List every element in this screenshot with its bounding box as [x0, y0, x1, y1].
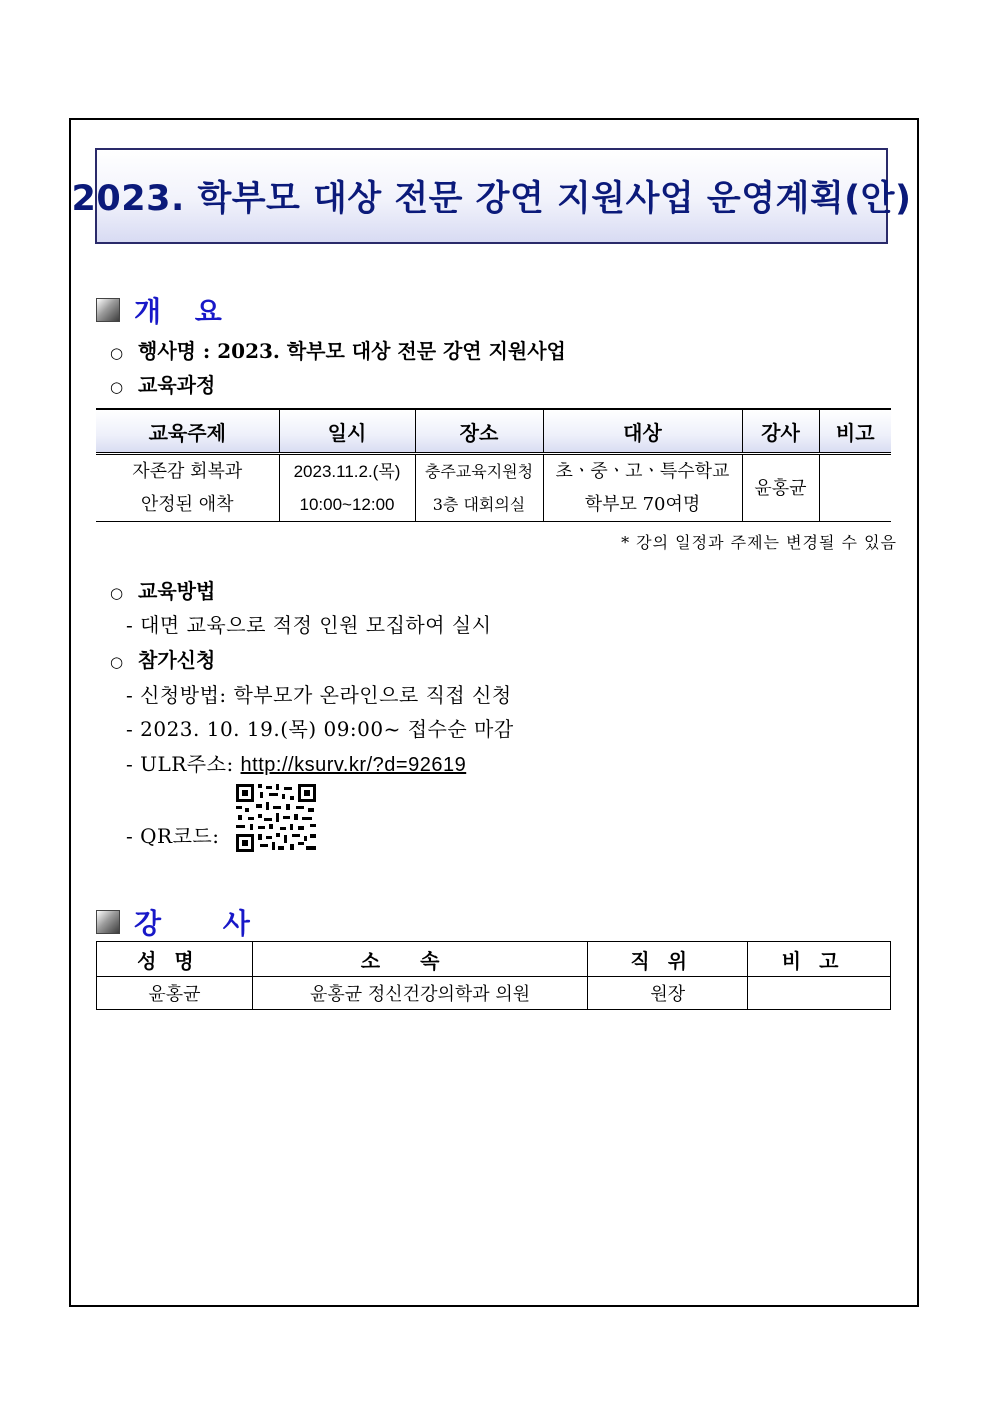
- header-note: 비고: [819, 409, 891, 454]
- course-table: [96, 408, 891, 522]
- cell-datetime: 2023.11.2.(목) 10:00~12:00: [279, 454, 415, 522]
- document-title: 2023. 학부모 대상 전문 강연 지원사업 운영계획(안): [71, 179, 912, 219]
- application-url-link[interactable]: http://ksurv.kr/?d=92619: [240, 754, 467, 776]
- table-row: [97, 977, 891, 1010]
- cell-lecturer: 윤홍균: [742, 454, 819, 522]
- circle-bullet-icon: ○: [110, 653, 124, 671]
- header-position: 직위: [588, 942, 748, 977]
- event-name-line: [110, 335, 566, 364]
- header-name: 성명: [97, 942, 253, 977]
- course-table-header-row: [96, 409, 891, 454]
- schedule-change-note: * 강의 일정과 주제는 변경될 수 있음: [621, 533, 897, 552]
- course-line: [110, 369, 215, 398]
- method-label: 교육방법: [138, 579, 216, 603]
- qr-label: - QR코드:: [126, 824, 220, 848]
- document-title-box: [71, 148, 912, 244]
- cell-topic: 자존감 회복과 안정된 애착: [96, 454, 279, 522]
- section-overview-title: 개 요: [134, 295, 234, 328]
- header-remark: 비고: [748, 942, 891, 977]
- circle-bullet-icon: ○: [110, 378, 124, 396]
- qr-code-icon[interactable]: [236, 784, 316, 852]
- header-datetime: 일시: [279, 409, 415, 454]
- cell-note: [819, 454, 891, 522]
- event-name-text: 행사명 : 2023. 학부모 대상 전문 강연 지원사업: [138, 339, 566, 363]
- header-affiliation: 소속: [252, 942, 588, 977]
- header-topic: 교육주제: [96, 409, 279, 454]
- cell-place: 충주교육지원청 3층 대회의실: [415, 454, 543, 522]
- cell-name: 윤홍균: [97, 977, 253, 1010]
- header-lecturer: 강사: [742, 409, 819, 454]
- section-lecturer-heading: [96, 902, 276, 942]
- cell-position: 원장: [588, 977, 748, 1010]
- section-square-icon: [96, 298, 120, 322]
- cell-remark: [748, 977, 891, 1010]
- course-label: 교육과정: [138, 373, 216, 397]
- section-square-icon: [96, 910, 120, 934]
- apply-label: 참가신청: [138, 648, 216, 672]
- cell-affiliation: 윤홍균 정신건강의학과 의원: [252, 977, 588, 1010]
- cell-target: 초ㆍ중ㆍ고ㆍ특수학교 학부모 70여명: [543, 454, 742, 522]
- header-target: 대상: [543, 409, 742, 454]
- method-line: [110, 575, 215, 604]
- circle-bullet-icon: ○: [110, 344, 124, 362]
- header-place: 장소: [415, 409, 543, 454]
- url-prefix: - ULR주소:: [126, 752, 241, 776]
- table-row: [96, 454, 891, 522]
- section-lecturer-title: 강 사: [134, 907, 276, 940]
- lecturer-table: [96, 941, 891, 1010]
- apply-date-item: - 2023. 10. 19.(목) 09:00~ 접수순 마감: [126, 717, 514, 741]
- section-overview-heading: [96, 290, 234, 330]
- apply-line: [110, 644, 215, 673]
- lecturer-table-header-row: [97, 942, 891, 977]
- apply-url-item: [126, 748, 466, 777]
- circle-bullet-icon: ○: [110, 584, 124, 602]
- method-item: - 대면 교육으로 적정 인원 모집하여 실시: [126, 613, 492, 637]
- apply-method-item: - 신청방법: 학부모가 온라인으로 직접 신청: [126, 683, 512, 707]
